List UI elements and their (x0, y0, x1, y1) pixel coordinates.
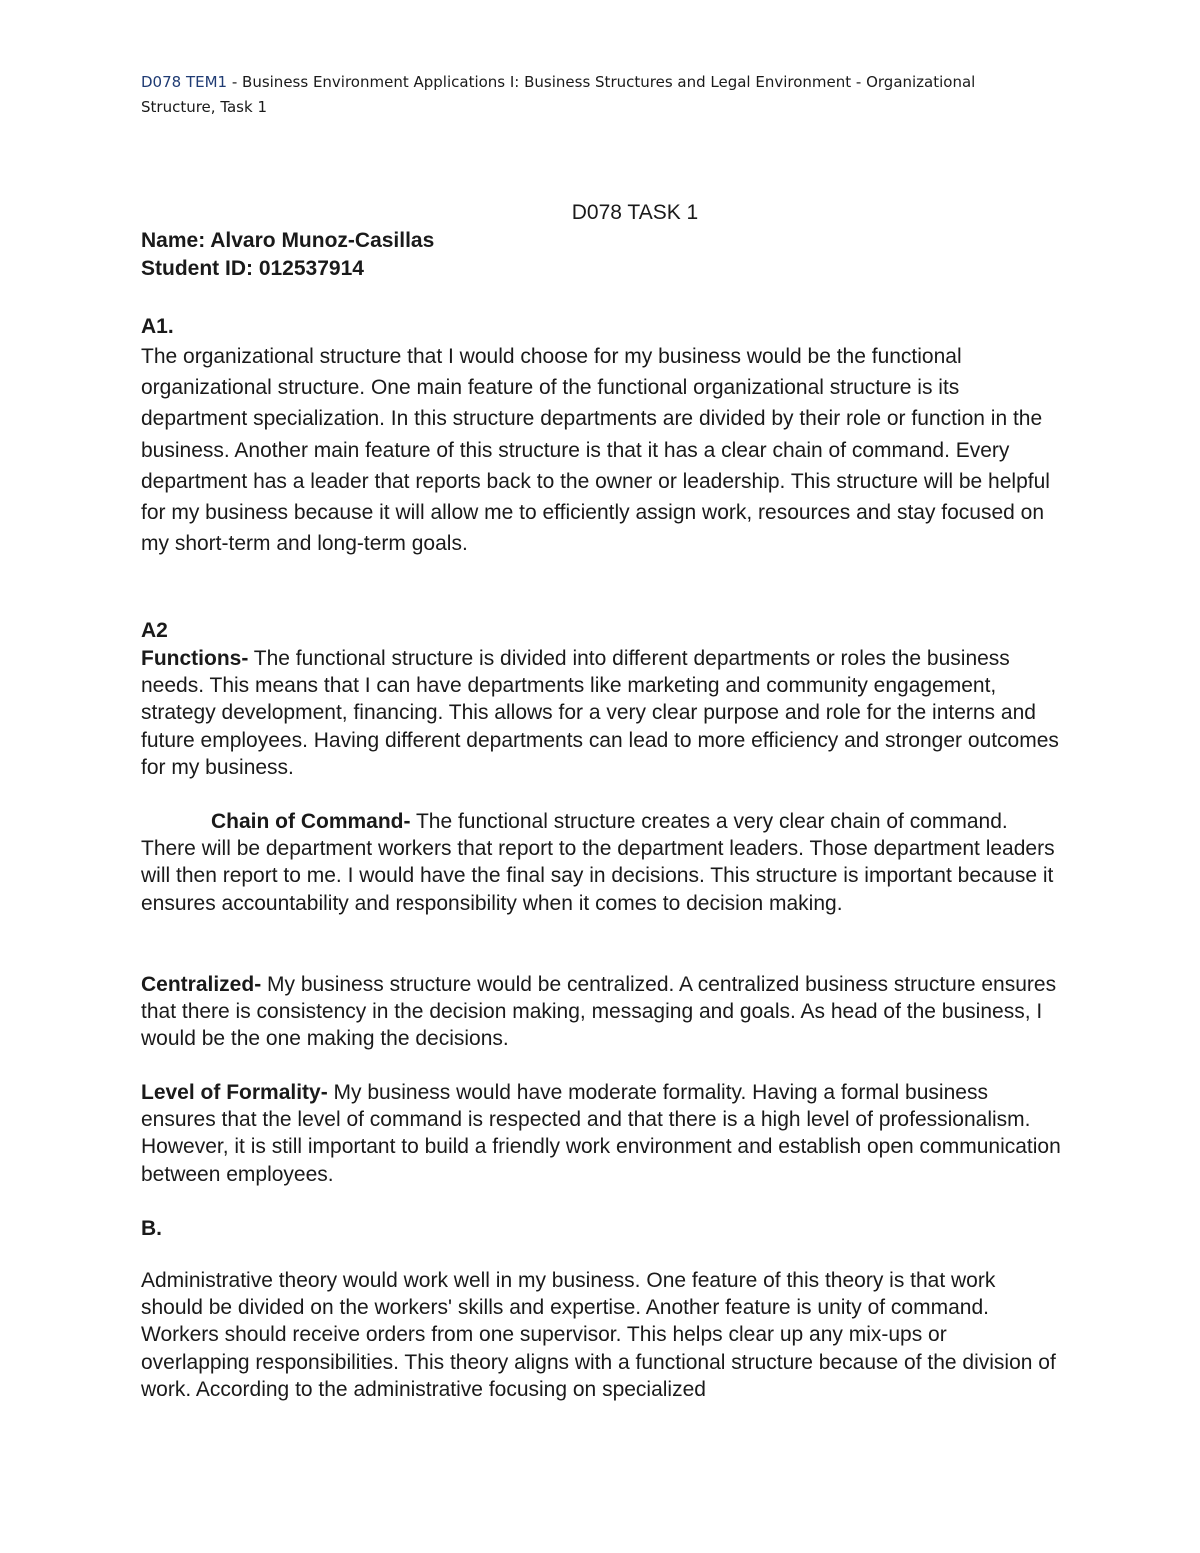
centralized-label: Centralized- (141, 973, 262, 996)
student-id: Student ID: 012537914 (141, 257, 364, 280)
section-a2-formality (141, 1079, 1061, 1188)
course-code: D078 TEM1 (141, 73, 228, 91)
page-header (141, 70, 1041, 120)
chain-label: Chain of Command- (211, 810, 411, 833)
functions-label: Functions- (141, 647, 249, 670)
formality-text: My business would have moderate formality. Having a formal business ensures that the level of command is respected and that there is a high level of professionalism. However, it is still important to build a friendly work environment and establish open communication between employees. (141, 1081, 1061, 1186)
section-a2-heading: A2 (141, 619, 168, 642)
student-name: Name: Alvaro Munoz-Casillas (141, 229, 435, 252)
formality-label: Level of Formality- (141, 1081, 328, 1104)
functions-text: The functional structure is divided into different departments or roles the business needs. This means that I can have departments like marketing and community engagement, strategy development, financing. This allows for a very clear purpose and role for the interns and future employees. Having different departments can lead to more efficiency and stronger outcomes for my business. (141, 647, 1059, 779)
section-a1-text: The organizational structure that I would choose for my business would be the functional organizational structure. One main feature of the functional organizational structure is its department specialization. In this structure departments are divided by their role or function in the business. Another main feature of this structure is that it has a clear chain of command. Every department has a leader that reports back to the owner or leadership. This structure will be helpful for my business because it will allow me to efficiently assign work, resources and stay focused on my short-term and long-term goals. (141, 345, 1050, 556)
section-a2-chain (141, 808, 1061, 917)
centralized-text: My business structure would be centralized. A centralized business structure ensures that there is consistency in the decision making, messaging and goals. As head of the business, I would be the one making the decisions. (141, 973, 1057, 1051)
section-a1-heading: A1. (141, 315, 174, 338)
student-info (141, 227, 434, 283)
section-a2-functions (141, 645, 1061, 781)
chain-text: The functional structure creates a very clear chain of command. There will be department workers that report to the department leaders. Those department leaders will then report to me. I would have the final say in decisions. This structure is important because it ensures accountability and responsibility when it comes to decision making. (141, 810, 1055, 915)
document-title: D078 TASK 1 (571, 201, 699, 224)
section-a2-centralized (141, 971, 1061, 1053)
section-b-text: Administrative theory would work well in my business. One feature of this theory is that work should be divided on the workers' skills and expertise. Another feature is unity of command. Workers should receive orders from one supervisor. This helps clear up any mix-ups or overlapping responsibilities. This theory aligns with a functional structure because of the division of work. According to the administrative focusing on specialized (141, 1269, 1056, 1401)
section-b-heading: B. (141, 1217, 162, 1240)
header-text: - Business Environment Applications I: Business Structures and Legal Environment - Organizational Structure, Task 1 (141, 73, 976, 116)
